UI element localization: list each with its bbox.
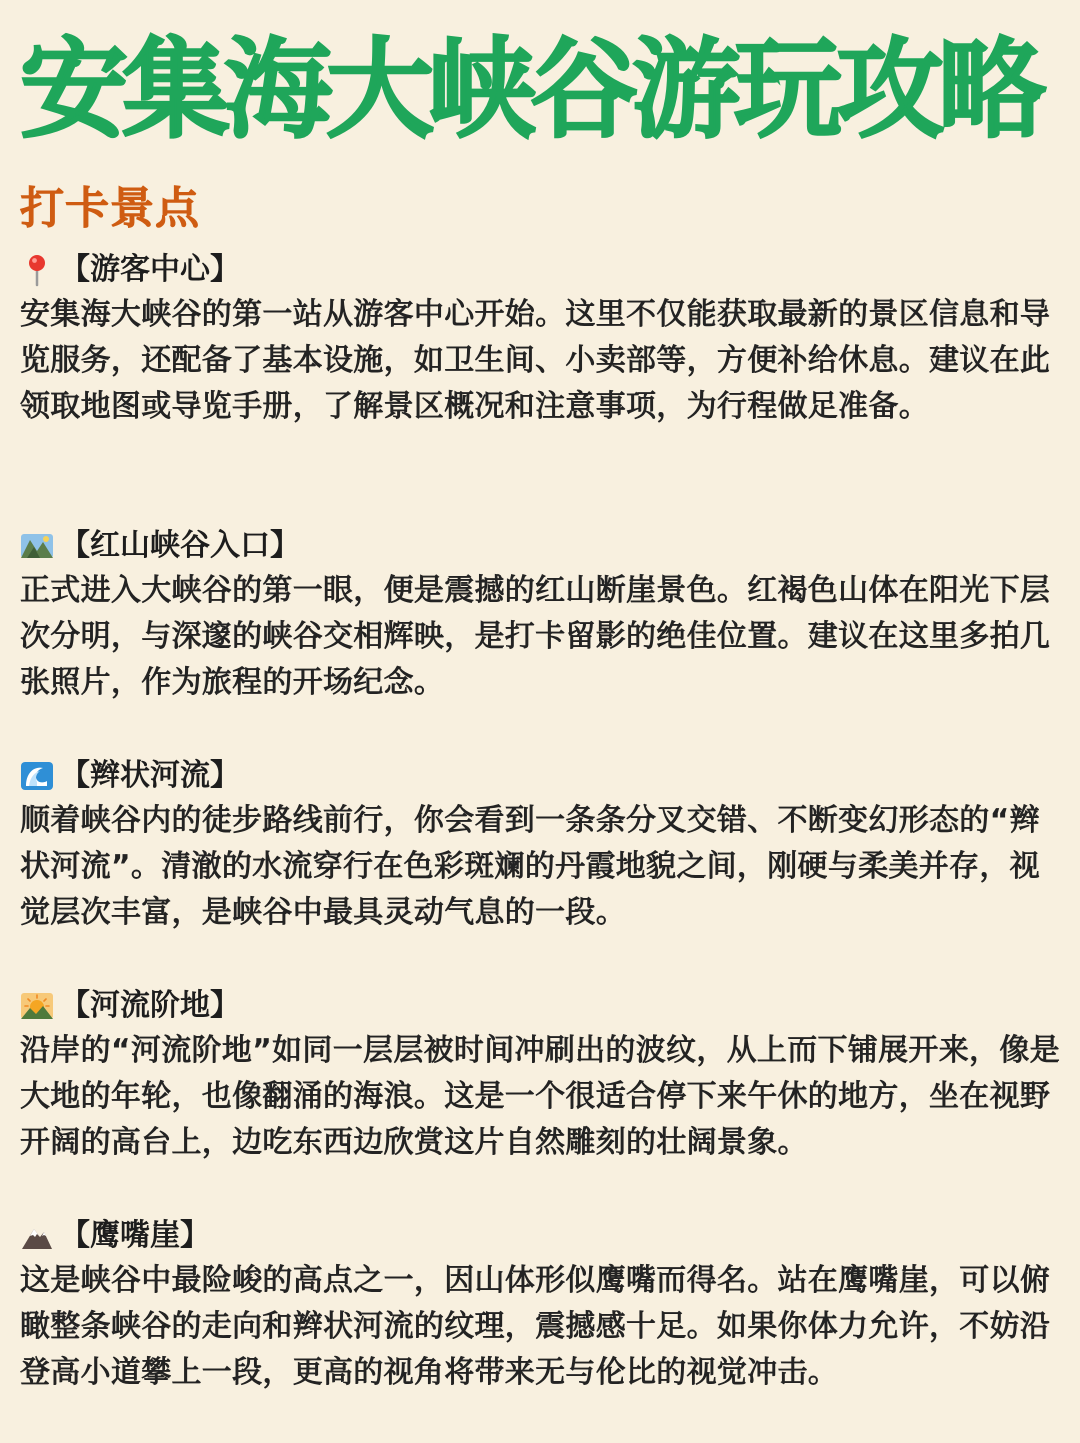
spot-heading: 【鹰嘴崖】 (60, 1218, 210, 1253)
wave-icon (20, 759, 54, 793)
spot-red-canyon-entrance (20, 524, 1064, 706)
spot-heading-row (20, 248, 1064, 292)
spot-heading: 【红山峡谷入口】 (60, 528, 300, 563)
spot-eagle-beak-cliff (20, 1214, 1064, 1396)
spot-description: 沿岸的“河流阶地”如同一层层被时间冲刷出的波纹，从上而下铺展开来，像是大地的年轮，也像翻涌的海浪。这是一个很适合停下来午休的地方，坐在视野开阔的高台上，边吃东西边欣赏这片自然雕刻的壮阔景象。 (20, 1033, 1060, 1160)
spot-heading: 【河流阶地】 (60, 988, 240, 1023)
spot-heading-row (20, 754, 1064, 798)
spot-heading-row (20, 524, 1064, 568)
spot-description: 安集海大峡谷的第一站从游客中心开始。这里不仅能获取最新的景区信息和导览服务，还配备了基本设施，如卫生间、小卖部等，方便补给休息。建议在此领取地图或导览手册，了解景区概况和注意事项，为行程做足准备。 (20, 297, 1051, 424)
spot-heading-row (20, 984, 1064, 1028)
spot-description: 这是峡谷中最险峻的高点之一，因山体形似鹰嘴而得名。站在鹰嘴崖，可以俯瞰整条峡谷的走向和辫状河流的纹理，震撼感十足。如果你体力允许，不妨沿登高小道攀上一段，更高的视角将带来无与伦比的视觉冲击。 (20, 1263, 1051, 1390)
spot-heading-row (20, 1214, 1064, 1258)
pin-icon (20, 253, 54, 287)
page-title: 安集海大峡谷游玩攻略 (20, 28, 1041, 153)
sunrise-over-mountains-icon (20, 989, 54, 1023)
spot-description: 正式进入大峡谷的第一眼，便是震撼的红山断崖景色。红褐色山体在阳光下层次分明，与深邃的峡谷交相辉映，是打卡留影的绝佳位置。建议在这里多拍几张照片，作为旅程的开场纪念。 (20, 573, 1051, 700)
snow-capped-mountain-icon (20, 1219, 54, 1253)
spot-river-terrace (20, 984, 1064, 1166)
spot-description: 顺着峡谷内的徒步路线前行，你会看到一条条分叉交错、不断变幻形态的“辫状河流”。清澈的水流穿行在色彩斑斓的丹霞地貌之间，刚硬与柔美并存，视觉层次丰富，是峡谷中最具灵动气息的一段。 (20, 803, 1040, 930)
spot-visitor-center (20, 248, 1064, 430)
spot-heading: 【辫状河流】 (60, 758, 240, 793)
mountain-landscape-icon (20, 529, 54, 563)
spot-braided-river (20, 754, 1064, 936)
section-title: 打卡景点 (20, 183, 200, 234)
spot-heading: 【游客中心】 (60, 252, 240, 287)
